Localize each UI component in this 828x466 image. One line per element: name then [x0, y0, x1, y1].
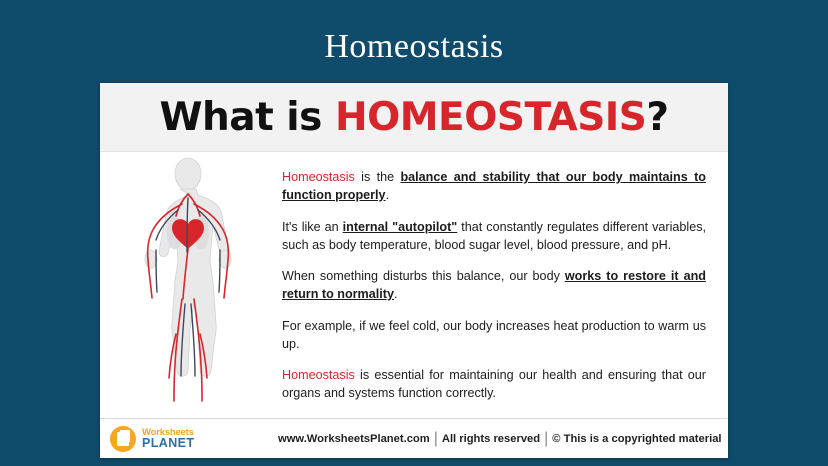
logo-wordmark — [142, 428, 194, 450]
worksheet-card — [100, 83, 728, 458]
paragraph-2-text-b: that constantly regulates different variables, such as body temperature, blood sugar level, blood pressure, and pH. — [282, 219, 706, 252]
card-header-title — [159, 95, 668, 140]
paragraph-3-text-a: When something disturbs this balance, our body — [282, 269, 565, 283]
logo-top-word: Worksheets — [142, 426, 194, 438]
text-column — [272, 152, 728, 419]
paragraph-1-underlined: balance and stability that our body maintains to function properly — [282, 170, 706, 203]
header-part-3: ? — [646, 94, 669, 140]
header-part-2: HOMEOSTASIS — [334, 94, 647, 140]
footer-separator-1: | — [433, 429, 438, 447]
card-footer — [100, 418, 728, 458]
logo-bottom-word: PLANET — [142, 436, 195, 450]
paragraph-1-keyword: Homeostasis — [282, 170, 355, 184]
paragraph-1-text-b: . — [385, 188, 390, 203]
paragraph-2-underlined: internal "autopilot" — [342, 219, 458, 234]
paragraph-2-text-a: It's like an — [282, 219, 343, 234]
paragraph-5-keyword: Homeostasis — [282, 368, 355, 382]
paragraph-2 — [282, 218, 706, 255]
footer-separator-2: | — [544, 429, 549, 447]
paragraph-3-underlined: works to restore it and return to normality — [282, 269, 706, 302]
pencil-circle-icon — [110, 426, 136, 452]
paragraph-3 — [282, 267, 706, 304]
paragraph-5 — [282, 366, 706, 403]
card-body — [100, 152, 728, 419]
paragraph-1-text-a: is the — [354, 170, 401, 184]
card-header — [100, 83, 728, 152]
paragraph-4-text: For example, if we feel cold, our body increases heat production to warm us up. — [282, 318, 706, 351]
paragraph-1 — [282, 168, 706, 205]
footer-copyright: © This is a copyrighted material — [552, 432, 722, 445]
human-circulatory-system-icon — [118, 154, 258, 412]
paragraph-5-text: is essential for maintaining our health and ensuring that our organs and systems function correctly. — [282, 368, 706, 401]
paragraph-3-text-b: . — [393, 287, 398, 302]
footer-site[interactable]: www.WorksheetsPlanet.com — [278, 432, 430, 445]
paragraph-4 — [282, 317, 706, 354]
footer-rights: All rights reserved — [441, 432, 541, 445]
header-part-1: What is — [159, 94, 335, 140]
figure-column — [100, 152, 272, 419]
worksheets-planet-logo — [110, 426, 260, 452]
page-title: Homeostasis — [324, 28, 504, 65]
